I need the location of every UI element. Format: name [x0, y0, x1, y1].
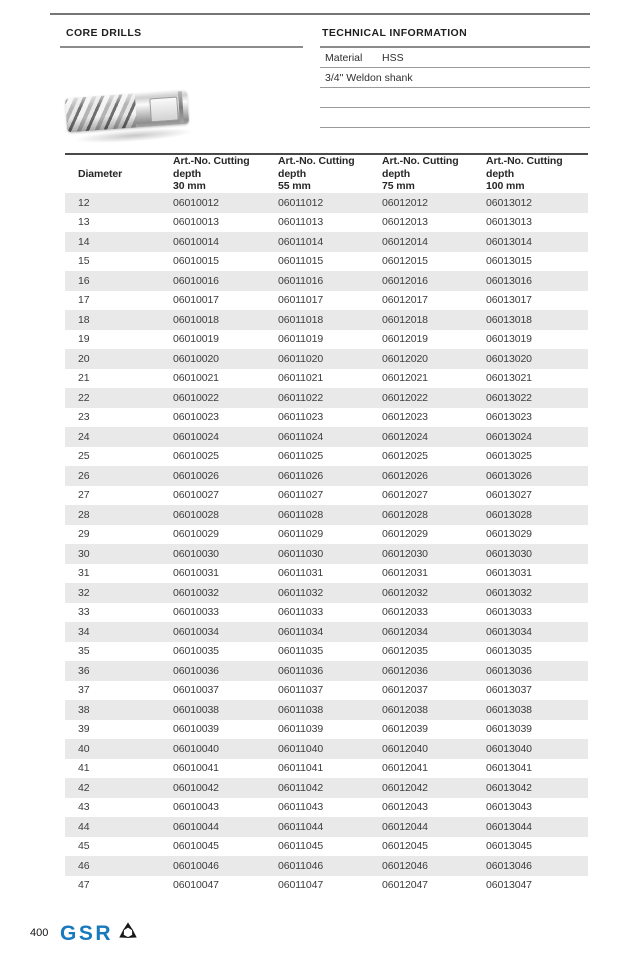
article-number-cell: 06010038	[173, 703, 219, 716]
article-number-cell: 06011020	[278, 352, 324, 365]
article-number-cell: 06013043	[486, 801, 532, 814]
article-number-cell: 06010022	[173, 391, 219, 404]
article-number-cell: 06010031	[173, 567, 219, 580]
diameter-cell: 37	[78, 684, 90, 697]
article-number-cell: 06011046	[278, 859, 324, 872]
diameter-cell: 16	[78, 274, 90, 287]
column-header-depth-55	[265, 155, 369, 193]
table-row	[65, 291, 588, 311]
table-row	[65, 271, 588, 291]
article-number-cell: 06013041	[486, 762, 532, 775]
article-number-cell: 06011021	[278, 372, 324, 385]
diameter-cell: 47	[78, 879, 90, 892]
article-number-cell: 06010029	[173, 528, 219, 541]
article-number-cell: 06013028	[486, 508, 532, 521]
article-number-cell: 06010043	[173, 801, 219, 814]
article-number-cell: 06011044	[278, 820, 324, 833]
article-number-cell: 06013045	[486, 840, 532, 853]
article-number-cell: 06013031	[486, 567, 532, 580]
article-number-cell: 06012031	[382, 567, 428, 580]
table-row	[65, 427, 588, 447]
article-number-cell: 06013046	[486, 859, 532, 872]
diameter-cell: 46	[78, 859, 90, 872]
core-drill-photo	[58, 78, 208, 144]
column-title: Art.-No. Cutting depth	[486, 155, 563, 180]
tech-value: HSS	[382, 52, 404, 64]
article-number-cell: 06011024	[278, 430, 324, 443]
article-number-cell: 06011017	[278, 294, 324, 307]
brand-wordmark: GSR	[60, 921, 114, 945]
article-number-cell: 06012047	[382, 879, 428, 892]
table-row	[65, 486, 588, 506]
table-row	[65, 252, 588, 272]
article-number-cell: 06012025	[382, 450, 428, 463]
article-number-cell: 06012046	[382, 859, 428, 872]
table-row	[65, 525, 588, 545]
column-header-depth-100	[473, 155, 588, 193]
article-number-cell: 06011026	[278, 469, 324, 482]
table-row	[65, 778, 588, 798]
article-number-cell: 06010035	[173, 645, 219, 658]
tech-row-material	[320, 48, 590, 68]
article-number-cell: 06013017	[486, 294, 532, 307]
table-row	[65, 447, 588, 467]
article-number-cell: 06011045	[278, 840, 324, 853]
article-number-cell: 06013012	[486, 196, 532, 209]
column-header-diameter	[65, 155, 160, 193]
left-section-divider	[60, 46, 303, 48]
article-number-cell: 06013023	[486, 411, 532, 424]
article-number-cell: 06013013	[486, 216, 532, 229]
article-number-cell: 06012029	[382, 528, 428, 541]
article-number-cell: 06012013	[382, 216, 428, 229]
table-row	[65, 876, 588, 896]
diameter-cell: 41	[78, 762, 90, 775]
column-subtitle: 55 mm	[278, 180, 311, 193]
table-row	[65, 583, 588, 603]
article-number-cell: 06013021	[486, 372, 532, 385]
article-number-cell: 06012027	[382, 489, 428, 502]
diameter-cell: 13	[78, 216, 90, 229]
article-number-cell: 06010044	[173, 820, 219, 833]
article-number-cell: 06012036	[382, 664, 428, 677]
table-row	[65, 817, 588, 837]
article-number-cell: 06013022	[486, 391, 532, 404]
table-row	[65, 544, 588, 564]
article-number-cell: 06011023	[278, 411, 324, 424]
article-number-cell: 06013035	[486, 645, 532, 658]
article-number-cell: 06010028	[173, 508, 219, 521]
diameter-cell: 22	[78, 391, 90, 404]
article-number-cell: 06010040	[173, 742, 219, 755]
article-number-cell: 06012018	[382, 313, 428, 326]
table-row	[65, 720, 588, 740]
diameter-cell: 12	[78, 196, 90, 209]
table-row	[65, 466, 588, 486]
article-number-cell: 06010014	[173, 235, 219, 248]
brand-logo	[60, 919, 139, 948]
article-number-cell: 06011018	[278, 313, 324, 326]
column-title: Art.-No. Cutting depth	[278, 155, 355, 180]
article-number-cell: 06010045	[173, 840, 219, 853]
article-number-cell: 06013026	[486, 469, 532, 482]
article-number-cell: 06012042	[382, 781, 428, 794]
article-number-cell: 06012028	[382, 508, 428, 521]
diameter-cell: 43	[78, 801, 90, 814]
table-row	[65, 681, 588, 701]
diameter-cell: 27	[78, 489, 90, 502]
article-number-cell: 06013030	[486, 547, 532, 560]
article-number-cell: 06011019	[278, 333, 324, 346]
table-row	[65, 330, 588, 350]
article-number-cell: 06011012	[278, 196, 324, 209]
article-number-cell: 06013033	[486, 606, 532, 619]
article-number-cell: 06010047	[173, 879, 219, 892]
article-number-cell: 06010030	[173, 547, 219, 560]
article-number-cell: 06010013	[173, 216, 219, 229]
article-number-cell: 06013019	[486, 333, 532, 346]
page-number: 400	[30, 927, 49, 939]
page-title: CORE DRILLS	[66, 27, 142, 39]
diameter-cell: 32	[78, 586, 90, 599]
article-number-cell: 06010025	[173, 450, 219, 463]
table-body	[65, 193, 588, 895]
article-number-cell: 06012022	[382, 391, 428, 404]
article-number-cell: 06010016	[173, 274, 219, 287]
diameter-cell: 20	[78, 352, 90, 365]
article-number-cell: 06011036	[278, 664, 324, 677]
table-row	[65, 388, 588, 408]
diameter-cell: 19	[78, 333, 90, 346]
diameter-cell: 15	[78, 255, 90, 268]
article-number-cell: 06012016	[382, 274, 428, 287]
article-number-cell: 06012044	[382, 820, 428, 833]
tech-label: Material	[325, 52, 363, 64]
article-number-cell: 06010037	[173, 684, 219, 697]
table-row	[65, 661, 588, 681]
diameter-cell: 36	[78, 664, 90, 677]
table-row	[65, 369, 588, 389]
article-number-cell: 06013039	[486, 723, 532, 736]
table-row	[65, 837, 588, 857]
article-number-cell: 06012040	[382, 742, 428, 755]
article-number-cell: 06013047	[486, 879, 532, 892]
diameter-cell: 21	[78, 372, 90, 385]
article-number-cell: 06012037	[382, 684, 428, 697]
core-drill-illustration	[60, 81, 195, 138]
article-number-cell: 06010027	[173, 489, 219, 502]
article-number-cell: 06010024	[173, 430, 219, 443]
table-row	[65, 349, 588, 369]
article-number-cell: 06013032	[486, 586, 532, 599]
article-number-cell: 06010026	[173, 469, 219, 482]
article-number-cell: 06011042	[278, 781, 324, 794]
diameter-cell: 30	[78, 547, 90, 560]
technical-information-table	[320, 48, 590, 128]
column-title: Art.-No. Cutting depth	[382, 155, 459, 180]
column-header-depth-75	[369, 155, 473, 193]
article-number-cell: 06010019	[173, 333, 219, 346]
tech-row-empty	[320, 108, 590, 128]
article-number-cell: 06011047	[278, 879, 324, 892]
column-title: Diameter	[78, 167, 123, 180]
article-number-cell: 06010032	[173, 586, 219, 599]
table-row	[65, 310, 588, 330]
article-number-cell: 06010039	[173, 723, 219, 736]
diameter-cell: 24	[78, 430, 90, 443]
article-number-cell: 06010036	[173, 664, 219, 677]
article-number-cell: 06010015	[173, 255, 219, 268]
article-number-cell: 06011034	[278, 625, 324, 638]
article-number-cell: 06013029	[486, 528, 532, 541]
tech-row-empty	[320, 88, 590, 108]
table-header-row	[65, 155, 588, 193]
table-row	[65, 622, 588, 642]
article-number-cell: 06010034	[173, 625, 219, 638]
article-number-table	[65, 153, 588, 895]
drill-flutes	[65, 93, 137, 132]
article-number-cell: 06010041	[173, 762, 219, 775]
article-number-cell: 06011041	[278, 762, 324, 775]
article-number-cell: 06011014	[278, 235, 324, 248]
table-row	[65, 505, 588, 525]
diameter-cell: 40	[78, 742, 90, 755]
article-number-cell: 06012019	[382, 333, 428, 346]
diameter-cell: 29	[78, 528, 90, 541]
article-number-cell: 06011027	[278, 489, 324, 502]
diameter-cell: 42	[78, 781, 90, 794]
diameter-cell: 14	[78, 235, 90, 248]
article-number-cell: 06010033	[173, 606, 219, 619]
article-number-cell: 06013014	[486, 235, 532, 248]
article-number-cell: 06012038	[382, 703, 428, 716]
table-row	[65, 564, 588, 584]
table-row	[65, 232, 588, 252]
article-number-cell: 06013037	[486, 684, 532, 697]
article-number-cell: 06012021	[382, 372, 428, 385]
column-title: Art.-No. Cutting depth	[173, 155, 250, 180]
article-number-cell: 06012045	[382, 840, 428, 853]
article-number-cell: 06013036	[486, 664, 532, 677]
article-number-cell: 06011035	[278, 645, 324, 658]
page-top-rule	[50, 13, 590, 15]
table-row	[65, 700, 588, 720]
table-row	[65, 856, 588, 876]
tech-row-shank	[320, 68, 590, 88]
article-number-cell: 06013015	[486, 255, 532, 268]
technical-information-title: TECHNICAL INFORMATION	[322, 27, 468, 39]
article-number-cell: 06011022	[278, 391, 324, 404]
article-number-cell: 06010018	[173, 313, 219, 326]
article-number-cell: 06011039	[278, 723, 324, 736]
article-number-cell: 06011029	[278, 528, 324, 541]
column-subtitle: 75 mm	[382, 180, 415, 193]
article-number-cell: 06010023	[173, 411, 219, 424]
article-number-cell: 06013042	[486, 781, 532, 794]
gsr-tristar-icon	[117, 921, 139, 948]
article-number-cell: 06012020	[382, 352, 428, 365]
article-number-cell: 06011038	[278, 703, 324, 716]
column-subtitle: 100 mm	[486, 180, 525, 193]
diameter-cell: 23	[78, 411, 90, 424]
article-number-cell: 06012034	[382, 625, 428, 638]
article-number-cell: 06012035	[382, 645, 428, 658]
article-number-cell: 06011028	[278, 508, 324, 521]
diameter-cell: 34	[78, 625, 90, 638]
article-number-cell: 06010042	[173, 781, 219, 794]
article-number-cell: 06013024	[486, 430, 532, 443]
article-number-cell: 06012017	[382, 294, 428, 307]
article-number-cell: 06012015	[382, 255, 428, 268]
article-number-cell: 06013034	[486, 625, 532, 638]
article-number-cell: 06010021	[173, 372, 219, 385]
table-row	[65, 759, 588, 779]
diameter-cell: 28	[78, 508, 90, 521]
article-number-cell: 06011013	[278, 216, 324, 229]
article-number-cell: 06011033	[278, 606, 324, 619]
diameter-cell: 25	[78, 450, 90, 463]
article-number-cell: 06013044	[486, 820, 532, 833]
article-number-cell: 06012012	[382, 196, 428, 209]
column-subtitle: 30 mm	[173, 180, 206, 193]
column-header-depth-30	[160, 155, 265, 193]
article-number-cell: 06012024	[382, 430, 428, 443]
tech-label: 3/4" Weldon shank	[325, 72, 413, 84]
diameter-cell: 17	[78, 294, 90, 307]
diameter-cell: 26	[78, 469, 90, 482]
article-number-cell: 06011043	[278, 801, 324, 814]
article-number-cell: 06010020	[173, 352, 219, 365]
article-number-cell: 06012014	[382, 235, 428, 248]
article-number-cell: 06011037	[278, 684, 324, 697]
article-number-cell: 06013038	[486, 703, 532, 716]
article-number-cell: 06010046	[173, 859, 219, 872]
article-number-cell: 06010017	[173, 294, 219, 307]
article-number-cell: 06012023	[382, 411, 428, 424]
weldon-flat	[149, 97, 179, 123]
article-number-cell: 06012033	[382, 606, 428, 619]
article-number-cell: 06012032	[382, 586, 428, 599]
article-number-cell: 06013040	[486, 742, 532, 755]
diameter-cell: 38	[78, 703, 90, 716]
table-row	[65, 798, 588, 818]
diameter-cell: 33	[78, 606, 90, 619]
article-number-cell: 06013016	[486, 274, 532, 287]
diameter-cell: 18	[78, 313, 90, 326]
diameter-cell: 39	[78, 723, 90, 736]
article-number-cell: 06012043	[382, 801, 428, 814]
article-number-cell: 06011031	[278, 567, 324, 580]
article-number-cell: 06011032	[278, 586, 324, 599]
article-number-cell: 06011016	[278, 274, 324, 287]
article-number-cell: 06010012	[173, 196, 219, 209]
article-number-cell: 06013020	[486, 352, 532, 365]
article-number-cell: 06011015	[278, 255, 324, 268]
diameter-cell: 35	[78, 645, 90, 658]
table-row	[65, 642, 588, 662]
article-number-cell: 06012039	[382, 723, 428, 736]
diameter-cell: 44	[78, 820, 90, 833]
article-number-cell: 06011030	[278, 547, 324, 560]
article-number-cell: 06013025	[486, 450, 532, 463]
table-row	[65, 408, 588, 428]
article-number-cell: 06012030	[382, 547, 428, 560]
article-number-cell: 06011025	[278, 450, 324, 463]
table-row	[65, 603, 588, 623]
diameter-cell: 45	[78, 840, 90, 853]
article-number-cell: 06011040	[278, 742, 324, 755]
article-number-cell: 06012041	[382, 762, 428, 775]
article-number-cell: 06013027	[486, 489, 532, 502]
article-number-cell: 06013018	[486, 313, 532, 326]
table-row	[65, 739, 588, 759]
table-row	[65, 213, 588, 233]
diameter-cell: 31	[78, 567, 90, 580]
article-number-cell: 06012026	[382, 469, 428, 482]
table-row	[65, 193, 588, 213]
